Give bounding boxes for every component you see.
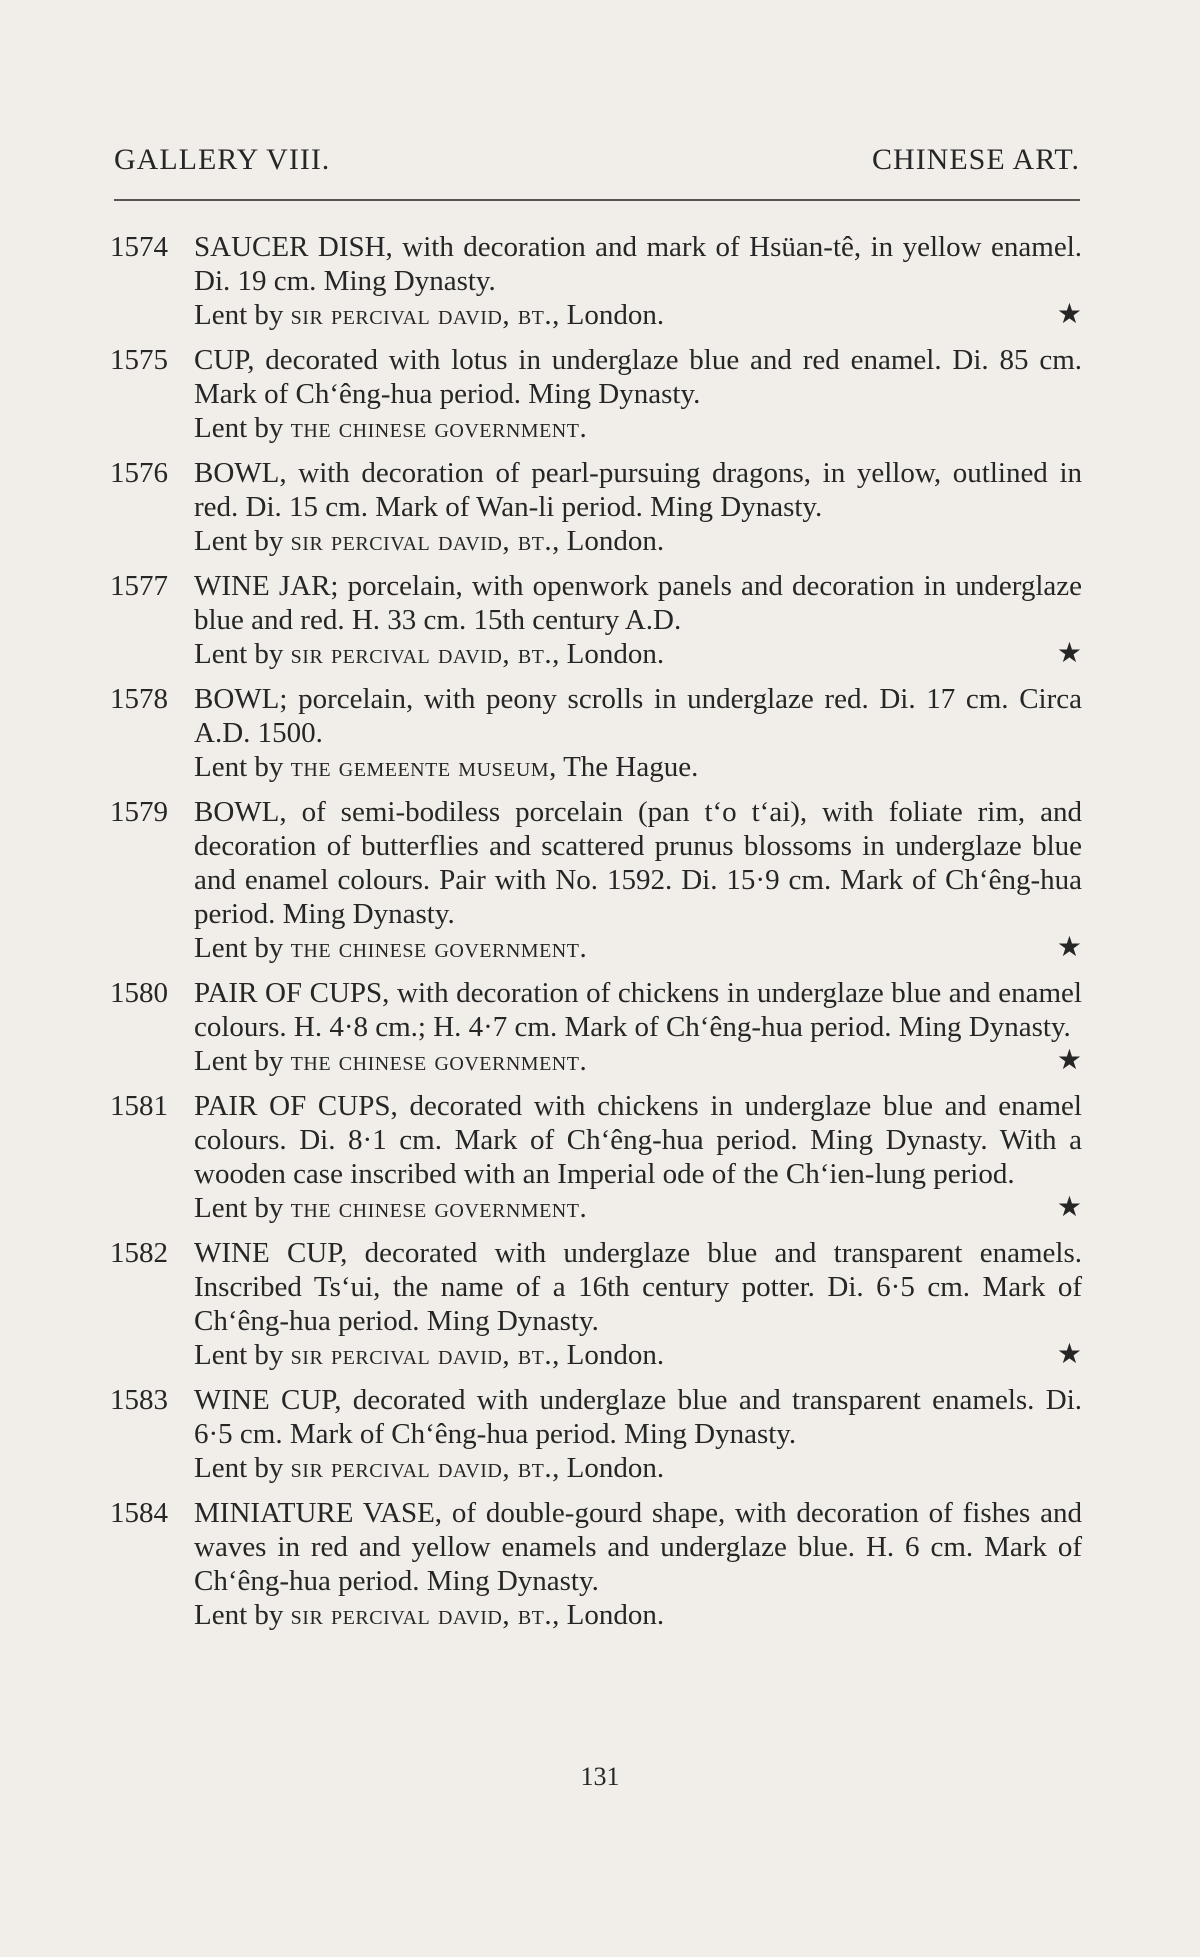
lent-by-label: Lent by [194,638,284,670]
entry-description-block [194,456,1082,558]
entry-description-block [194,1236,1082,1372]
lender-location: . [579,1045,587,1077]
catalogue-entry [110,230,1082,332]
lent-by-label: Lent by [194,1339,284,1371]
lender-location: . [579,1192,587,1224]
lender-location: , London. [552,525,665,557]
lender-location: . [579,932,587,964]
entry-number: 1583 [110,1384,168,1416]
star-icon: ★ [1056,932,1082,963]
entry-description: SAUCER DISH, with decoration and mark of Hsüan-tê, in yellow enamel. Di. 19 cm. Ming Dynasty. [194,231,1082,297]
lent-by-label: Lent by [194,1452,284,1484]
entry-description-block [194,230,1082,332]
entry-number: 1581 [110,1090,168,1122]
entry-number: 1580 [110,977,168,1009]
lender-location: , London. [552,1452,665,1484]
catalogue-entry [110,456,1082,558]
catalogue-entry [110,682,1082,784]
entry-lender-line [194,931,1082,965]
lender-name: the chinese government [290,932,580,964]
lender-location: . [579,412,587,444]
lent-by-label: Lent by [194,412,284,444]
entry-description: CUP, decorated with lotus in underglaze blue and red enamel. Di. 85 cm. Mark of Ch‘êng-hua period. Ming Dynasty. [194,344,1082,410]
lent-by-label: Lent by [194,751,284,783]
star-icon: ★ [1056,1045,1082,1076]
entry-number: 1584 [110,1497,168,1529]
entry-description: MINIATURE VASE, of double-gourd shape, with decoration of fishes and waves in red and yellow enamels and underglaze blue. H. 6 cm. Mark of Ch‘êng-hua period. Ming Dynasty. [194,1497,1082,1597]
catalogue-entry [110,795,1082,965]
lender-name: sir percival david, bt. [290,299,553,331]
entry-number: 1582 [110,1237,168,1269]
entry-number: 1575 [110,344,168,376]
star-icon: ★ [1056,1339,1082,1370]
entry-description-block [194,1496,1082,1632]
entry-description-block [194,976,1082,1078]
catalogue-entry [110,343,1082,445]
lent-by-label: Lent by [194,1599,284,1631]
lender-name: sir percival david, bt. [290,1452,553,1484]
entry-description: WINE CUP, decorated with underglaze blue and transparent enamels. Di. 6·5 cm. Mark of Ch‘êng-hua period. Ming Dynasty. [194,1384,1082,1450]
entry-number: 1576 [110,457,168,489]
star-icon: ★ [1056,638,1082,669]
lender-name: the chinese government [290,412,580,444]
lent-by-label: Lent by [194,299,284,331]
header-rule [114,199,1080,201]
catalogue-entry [110,1236,1082,1372]
catalogue-entry [110,1383,1082,1485]
star-icon: ★ [1056,299,1082,330]
entry-lender-line [194,1451,1082,1485]
lent-by-label: Lent by [194,1192,284,1224]
entry-lender-line [194,524,1082,558]
entry-number: 1579 [110,796,168,828]
entry-description-block [194,1383,1082,1485]
entry-number: 1577 [110,570,168,602]
lender-location: , London. [552,1599,665,1631]
entry-lender-line [194,1598,1082,1632]
page-number: 131 [580,1762,620,1791]
lender-location: , London. [552,638,665,670]
entry-lender-line [194,637,1082,671]
entry-description-block [194,1089,1082,1225]
lender-name: sir percival david, bt. [290,638,553,670]
entry-lender-line [194,1338,1082,1372]
entry-lender-line [194,411,1082,445]
lent-by-label: Lent by [194,1045,284,1077]
lender-name: the chinese government [290,1192,580,1224]
entry-description: BOWL; porcelain, with peony scrolls in underglaze red. Di. 17 cm. Circa A.D. 1500. [194,683,1082,749]
entry-description: WINE CUP, decorated with underglaze blue and transparent enamels. Inscribed Ts‘ui, the name of a 16th century potter. Di. 6·5 cm. Mark of Ch‘êng-hua period. Ming Dynasty. [194,1237,1082,1337]
lender-location: , The Hague. [549,751,699,783]
lender-name: sir percival david, bt. [290,1599,553,1631]
entry-description: PAIR OF CUPS, decorated with chickens in underglaze blue and enamel colours. Di. 8·1 cm. Mark of Ch‘êng-hua period. Ming Dynasty. With a wooden case inscribed with an Imperial ode of the Ch‘ien-lung period. [194,1090,1082,1190]
lender-location: , London. [552,299,665,331]
catalogue-entries [110,230,1082,1643]
entry-lender-line [194,750,1082,784]
header-gallery: GALLERY VIII. [114,143,331,176]
catalogue-entry [110,976,1082,1078]
lender-name: the chinese government [290,1045,580,1077]
catalogue-entry [110,569,1082,671]
lent-by-label: Lent by [194,525,284,557]
header-section: CHINESE ART. [872,143,1080,176]
entry-description-block [194,343,1082,445]
entry-number: 1574 [110,231,168,263]
entry-description-block [194,569,1082,671]
entry-number: 1578 [110,683,168,715]
lender-name: the gemeente museum [290,751,550,783]
catalogue-entry [110,1496,1082,1632]
entry-lender-line [194,1044,1082,1078]
entry-description: WINE JAR; porcelain, with openwork panels and decoration in underglaze blue and red. H. 33 cm. 15th century A.D. [194,570,1082,636]
lent-by-label: Lent by [194,932,284,964]
lender-name: sir percival david, bt. [290,525,553,557]
entry-description: PAIR OF CUPS, with decoration of chickens in underglaze blue and enamel colours. H. 4·8 cm.; H. 4·7 cm. Mark of Ch‘êng-hua period. Ming Dynasty. [194,977,1082,1043]
entry-description-block [194,682,1082,784]
entry-lender-line [194,1191,1082,1225]
entry-lender-line [194,298,1082,332]
star-icon: ★ [1056,1192,1082,1223]
entry-description-block [194,795,1082,965]
lender-name: sir percival david, bt. [290,1339,553,1371]
catalogue-entry [110,1089,1082,1225]
entry-description: BOWL, with decoration of pearl-pursuing dragons, in yellow, outlined in red. Di. 15 cm. Mark of Wan-li period. Ming Dynasty. [194,457,1082,523]
lender-location: , London. [552,1339,665,1371]
entry-description: BOWL, of semi-bodiless porcelain (pan t‘o t‘ai), with foliate rim, and decoration of butterflies and scattered prunus blossoms in underglaze blue and enamel colours. Pair with No. 1592. Di. 15·9 cm. Mark of Ch‘êng-hua period. Ming Dynasty. [194,796,1082,930]
